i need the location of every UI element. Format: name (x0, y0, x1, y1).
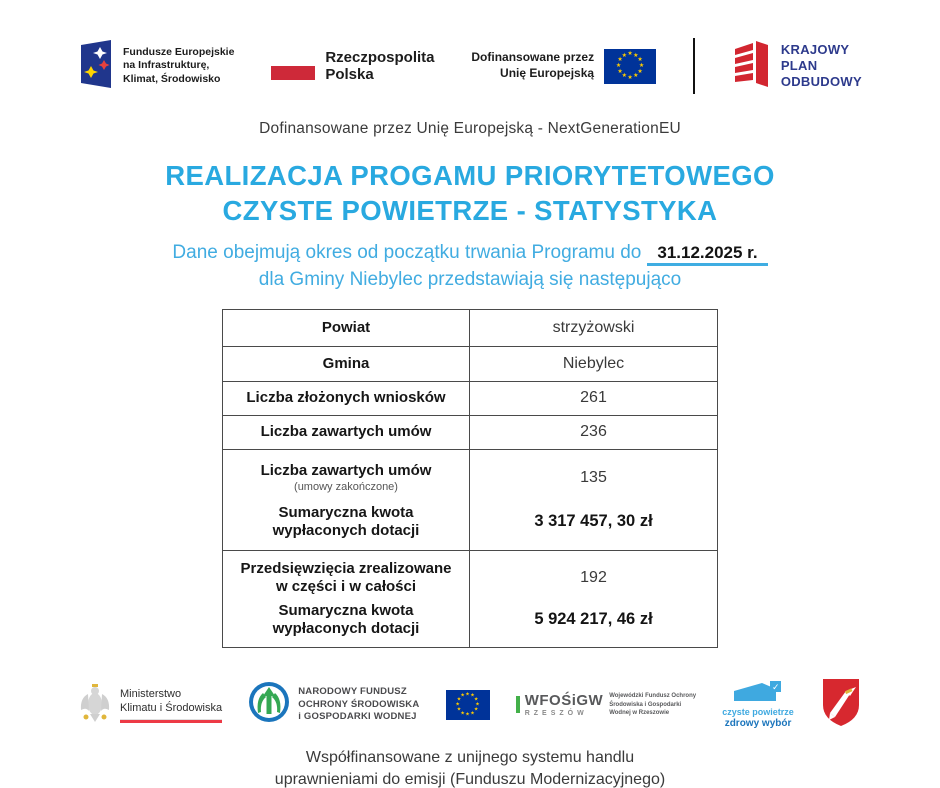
page-title-line2: CZYSTE POWIETRZE - STATYSTYKA (222, 194, 718, 226)
table-row-umowy (223, 415, 717, 449)
row-value: Niebylec (562, 354, 625, 372)
funding-statement: Dofinansowane przez Unię Europejską - NextGenerationEU (259, 120, 681, 137)
subtitle (0, 239, 940, 294)
kpo-label: KRAJOWY PLAN ODBUDOWY (780, 42, 862, 89)
logo-divider (693, 38, 695, 94)
czyste-powietrze-logo: ✓ czyste powietrze zdrowy wybór (722, 683, 794, 729)
niebylec-coat-of-arms-icon (820, 677, 862, 732)
table-row-przedsiewziecia (223, 550, 717, 647)
subtitle-line2: dla Gminy Niebylec przedstawiają się następująco (258, 269, 682, 291)
wfosigw-name-block: WFOŚiGW RZESZÓW (524, 691, 604, 717)
rzeczpospolita-polska-label: Rzeczpospolita Polska (325, 48, 435, 83)
nfosigw-icon (248, 681, 290, 728)
row-value: 236 (580, 423, 607, 441)
page-title (0, 159, 940, 229)
svg-text:✓: ✓ (772, 683, 780, 694)
ministerstwo-klimatu-logo (78, 680, 222, 729)
statistics-table (222, 309, 718, 648)
row-value-group: 192 5 924 217, 46 zł (534, 568, 653, 629)
ministerstwo-klimatu-label: Ministerstwo Klimatu i Środowiska (120, 687, 222, 724)
czyste-powietrze-house-icon (732, 681, 784, 706)
row-label: Liczba zawartych umów (223, 416, 470, 449)
eu-funding-label: Dofinansowane przez Unię Europejską (471, 50, 595, 80)
table-row-umowy-zakonczone (223, 449, 717, 550)
fundusze-europejskie-label: Fundusze Europejskie na Infrastrukturę, Klimat, Środowisko (123, 45, 235, 85)
fundusze-europejskie-flag-icon (78, 40, 114, 93)
eu-flag-icon: ★ ★ ★ ★ ★ ★ ★ ★ ★ ★ ★ ★ (604, 49, 656, 84)
row-label-group: Przedsięwzięcia zrealizowane w części i w całości Sumaryczna kwota wypłaconych dotacji (223, 551, 470, 647)
eu-funding-logo (471, 49, 656, 84)
cofinancing-statement: Współfinansowane z unijnego systemu handlu uprawnieniami do emisji (Funduszu Modernizacyjnego) (274, 748, 666, 788)
krajowy-plan-odbudowy-logo (732, 40, 862, 93)
row-label: Liczba złożonych wniosków (223, 382, 470, 415)
rzeczpospolita-polska-logo (271, 49, 434, 84)
kpo-icon (732, 40, 772, 93)
nfosigw-label: NARODOWY FUNDUSZ OCHRONY ŚRODOWISKA i GOSPODARKI WODNEJ (298, 685, 420, 723)
row-label-group: Liczba zawartych umów (umowy zakończone) Sumaryczna kwota wypłaconych dotacji (223, 450, 470, 550)
report-date: 31.12.2025 r. (647, 243, 767, 266)
row-value-group: 135 3 317 457, 30 zł (534, 468, 653, 531)
row-label: Powiat (223, 310, 470, 346)
wfosigw-logo (516, 692, 696, 717)
row-value: strzyżowski (552, 318, 635, 336)
eu-flag-icon: ★ ★ ★ ★ ★ ★ ★ ★ ★ ★ ★ ★ (446, 690, 490, 720)
poland-flag-icon (271, 52, 315, 80)
bottom-logo-band (0, 672, 940, 738)
row-value: 261 (580, 389, 607, 407)
ministry-red-underline (120, 719, 222, 723)
fundusze-europejskie-logo (78, 40, 234, 93)
page-title-line1: REALIZACJA PROGAMU PRIORYTETOWEGO (165, 160, 775, 191)
row-label: Gmina (223, 347, 470, 381)
table-row-gmina (223, 346, 717, 381)
table-row-wnioski (223, 381, 717, 415)
table-row-powiat (223, 310, 717, 346)
wfosigw-description: Wojewódzki Fundusz Ochrony Środowiska i Gospodarki Wodnej w Rzeszowie (609, 693, 697, 717)
top-logo-band (0, 0, 940, 97)
subtitle-text: Dane obejmują okres od początku trwania Programu do (172, 241, 642, 263)
polish-eagle-icon (78, 680, 112, 729)
nfosigw-logo (248, 681, 419, 728)
wfosigw-green-bar-icon (516, 696, 520, 713)
